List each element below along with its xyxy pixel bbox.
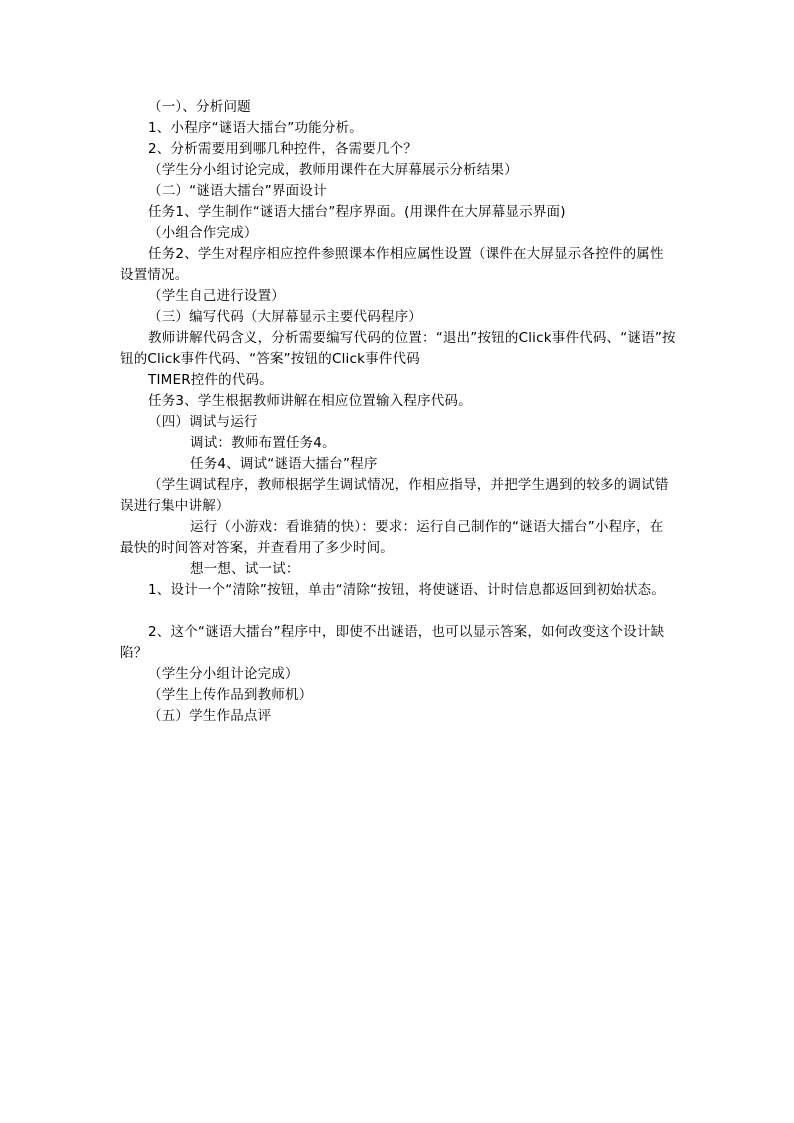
paragraph: （小组合作完成） [148, 225, 258, 241]
paragraph: 任务1、学生制作“谜语大擂台”程序界面。(用课件在大屏幕显示界面) [148, 204, 566, 220]
paragraph: （学生分小组讨论完成，教师用课件在大屏幕展示分析结果） [148, 162, 518, 178]
paragraph: 1、设计一个“清除”按钮，单击“清除“按钮，将使谜语、计时信息都返回到初始状态。 [148, 582, 666, 598]
paragraph: 1、小程序“谜语大擂台”功能分析。 [148, 120, 363, 136]
section-heading: （四）调试与运行 [148, 414, 258, 430]
paragraph: （学生自己进行设置） [148, 288, 285, 304]
paragraph: 教师讲解代码含义，分析需要编写代码的位置：“退出”按钮的Click事件代码、“谜语”按钮的Click事件代码、“答案”按钮的Click事件代码 [120, 330, 676, 367]
section-heading: （三）编写代码（大屏幕显示主要代码程序） [148, 309, 422, 325]
paragraph: 想一想、试一试： [190, 561, 300, 577]
paragraph: TIMER控件的代码。 [148, 372, 273, 388]
paragraph: 任务4、调试“谜语大擂台”程序 [190, 456, 378, 472]
section-heading: （一）、分析问题 [148, 99, 251, 115]
paragraph: 2、分析需要用到哪几种控件，各需要几个？ [148, 141, 418, 157]
paragraph: （学生上传作品到教师机） [148, 687, 313, 703]
paragraph: （学生分小组计论完成） [148, 666, 299, 682]
section-heading: （二）“谜语大擂台”界面设计 [148, 183, 327, 199]
section-heading: （五）学生作品点评 [148, 708, 272, 724]
paragraph: 2、这个“谜语大擂台”程序中，即使不出谜语，也可以显示答案，如何改变这个设计缺陷？ [120, 624, 665, 661]
paragraph: 调试：教师布置任务4。 [190, 435, 336, 451]
paragraph: 运行（小游戏：看谁猜的快）：要求：运行自己制作的“谜语大擂台”小程序，在最快的时间答对答案，并查看用了多少时间。 [120, 519, 664, 556]
paragraph: （学生调试程序，教师根据学生调试情况，作相应指导，并把学生遇到的较多的调试错误进行集中讲解） [120, 477, 669, 514]
paragraph: 任务3、学生根据教师讲解在相应位置输入程序代码。 [148, 393, 472, 409]
paragraph: 任务2、学生对程序相应控件参照课本作相应属性设置（课件在大屏显示各控件的属性设置情况。 [120, 246, 664, 283]
